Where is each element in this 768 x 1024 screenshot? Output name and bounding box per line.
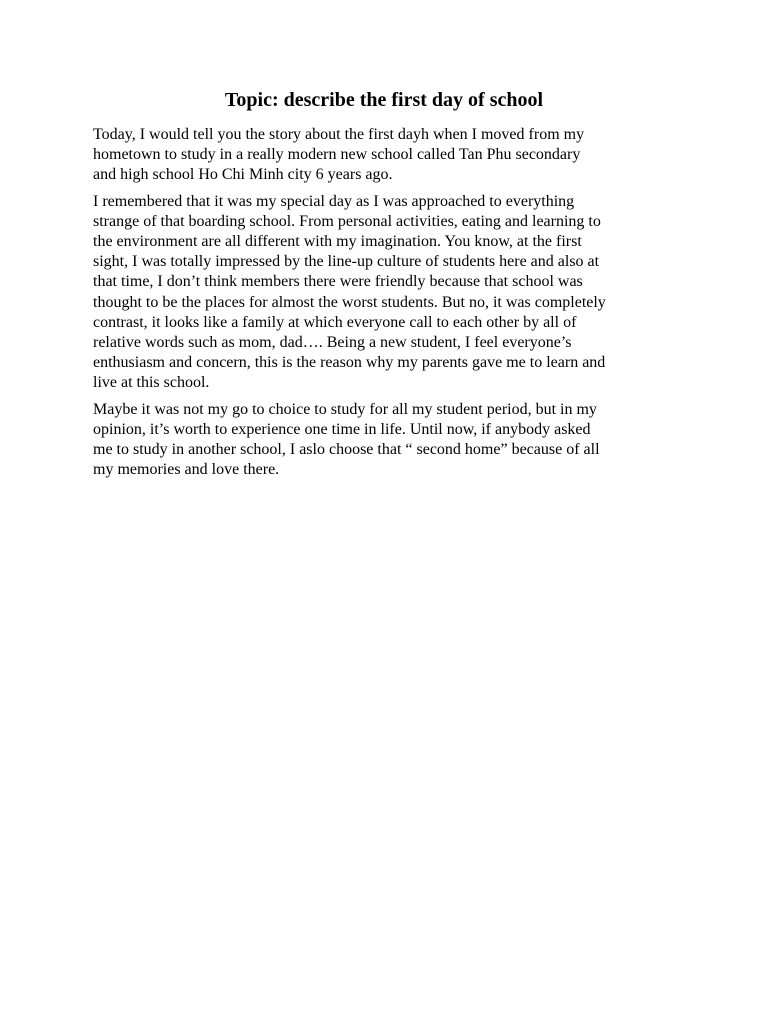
page-title: Topic: describe the first day of school bbox=[224, 89, 544, 111]
text-line: the environment are all different with my imagination. You know, at the first bbox=[93, 233, 582, 251]
text-line: hometown to study in a really modern new school called Tan Phu secondary bbox=[93, 146, 581, 164]
text-line: and high school Ho Chi Minh city 6 years ago. bbox=[93, 166, 393, 184]
paragraph-3 bbox=[93, 400, 683, 481]
text-line: strange of that boarding school. From personal activities, eating and learning to bbox=[93, 212, 601, 230]
text-line: me to study in another school, I aslo choose that “ second home” because of all bbox=[93, 441, 600, 459]
paragraph-1 bbox=[93, 125, 683, 186]
text-line: that time, I don’t think members there were friendly because that school was bbox=[93, 273, 583, 291]
text-line: contrast, it looks like a family at which everyone call to each other by all of bbox=[93, 313, 577, 331]
text-line: thought to be the places for almost the worst students. But no, it was completely bbox=[93, 293, 606, 311]
text-line: enthusiasm and concern, this is the reason why my parents gave me to learn and bbox=[93, 354, 606, 372]
text-line: my memories and love there. bbox=[93, 461, 280, 479]
text-line: relative words such as mom, dad…. Being a new student, I feel everyone’s bbox=[93, 334, 572, 352]
text-line: live at this school. bbox=[93, 374, 210, 392]
text-line: I remembered that it was my special day as I was approached to everything bbox=[93, 192, 575, 210]
text-line: Today, I would tell you the story about the first dayh when I moved from my bbox=[93, 126, 585, 143]
text-line: opinion, it’s worth to experience one time in life. Until now, if anybody asked bbox=[93, 420, 591, 438]
paragraph-2 bbox=[93, 192, 683, 394]
text-line: Maybe it was not my go to choice to study for all my student period, but in my bbox=[93, 400, 597, 418]
text-line: sight, I was totally impressed by the line-up culture of students here and also at bbox=[93, 253, 600, 271]
essay-body bbox=[93, 125, 683, 486]
